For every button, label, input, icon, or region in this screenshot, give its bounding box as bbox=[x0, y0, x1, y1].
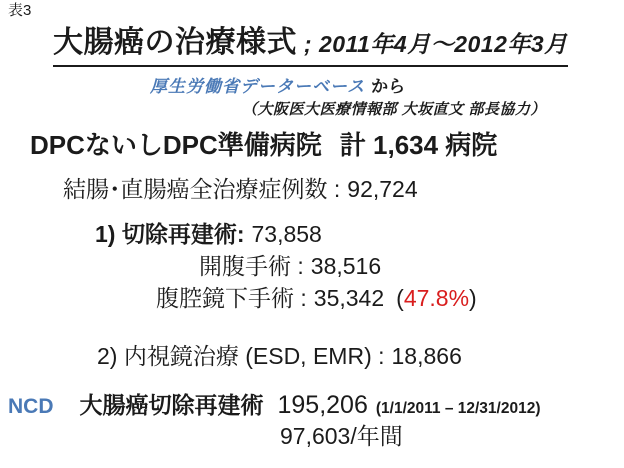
resection-value: 73,858 bbox=[251, 221, 322, 247]
source-line bbox=[150, 76, 405, 97]
laparoscopic-pct-paren-close: ) bbox=[469, 285, 477, 311]
laparoscopic-pct-value: 47.8% bbox=[403, 285, 470, 311]
all-cases-label: 結腸･直腸癌全治療症例数 : bbox=[63, 176, 341, 202]
source-credit: （大阪医大医療情報部 大坂直文 部長協力） bbox=[242, 101, 546, 118]
source-from-suffix: から bbox=[371, 77, 406, 96]
dpc-total-text: 計 1,634 病院 bbox=[339, 130, 498, 160]
ncd-line bbox=[8, 390, 541, 421]
source-database-text: 厚生労働省データーベース bbox=[150, 77, 366, 96]
ncd-procedure-label: 大腸癌切除再建術 bbox=[79, 392, 264, 418]
resection-line bbox=[95, 220, 322, 249]
resection-label: 1) 切除再建術: bbox=[95, 221, 245, 247]
open-surgery-label: 開腹手術 : bbox=[199, 253, 304, 279]
open-surgery-value: 38,516 bbox=[310, 253, 382, 279]
endoscopic-label: 2) 内視鏡治療 (ESD, EMR) : bbox=[97, 343, 385, 369]
laparoscopic-line bbox=[156, 284, 477, 313]
slide-title bbox=[53, 24, 568, 67]
endoscopic-value: 18,866 bbox=[391, 343, 462, 369]
open-surgery-line bbox=[199, 252, 381, 281]
ncd-per-year-value: 97,603/年間 bbox=[280, 423, 403, 449]
laparoscopic-value: 35,342 bbox=[313, 285, 385, 311]
laparoscopic-label: 腹腔鏡下手術 : bbox=[156, 285, 307, 311]
dpc-hospitals-text: DPCないしDPC準備病院 bbox=[30, 130, 322, 160]
all-cases-line bbox=[63, 175, 418, 204]
title-main-text: 大腸癌の治療様式 bbox=[53, 26, 297, 59]
endoscopic-line bbox=[97, 342, 462, 371]
dpc-heading bbox=[30, 129, 497, 162]
ncd-total-value: 195,206 bbox=[277, 391, 368, 419]
ncd-label: NCD bbox=[8, 395, 54, 418]
title-period-text: ; 2011年4月～2012年3月 bbox=[297, 31, 568, 57]
laparoscopic-pct-paren-open: ( bbox=[396, 285, 404, 311]
table-number-label: 表3 bbox=[8, 2, 32, 19]
all-cases-value: 92,724 bbox=[347, 176, 418, 202]
ncd-period-text: (1/1/2011 – 12/31/2012) bbox=[375, 400, 541, 417]
